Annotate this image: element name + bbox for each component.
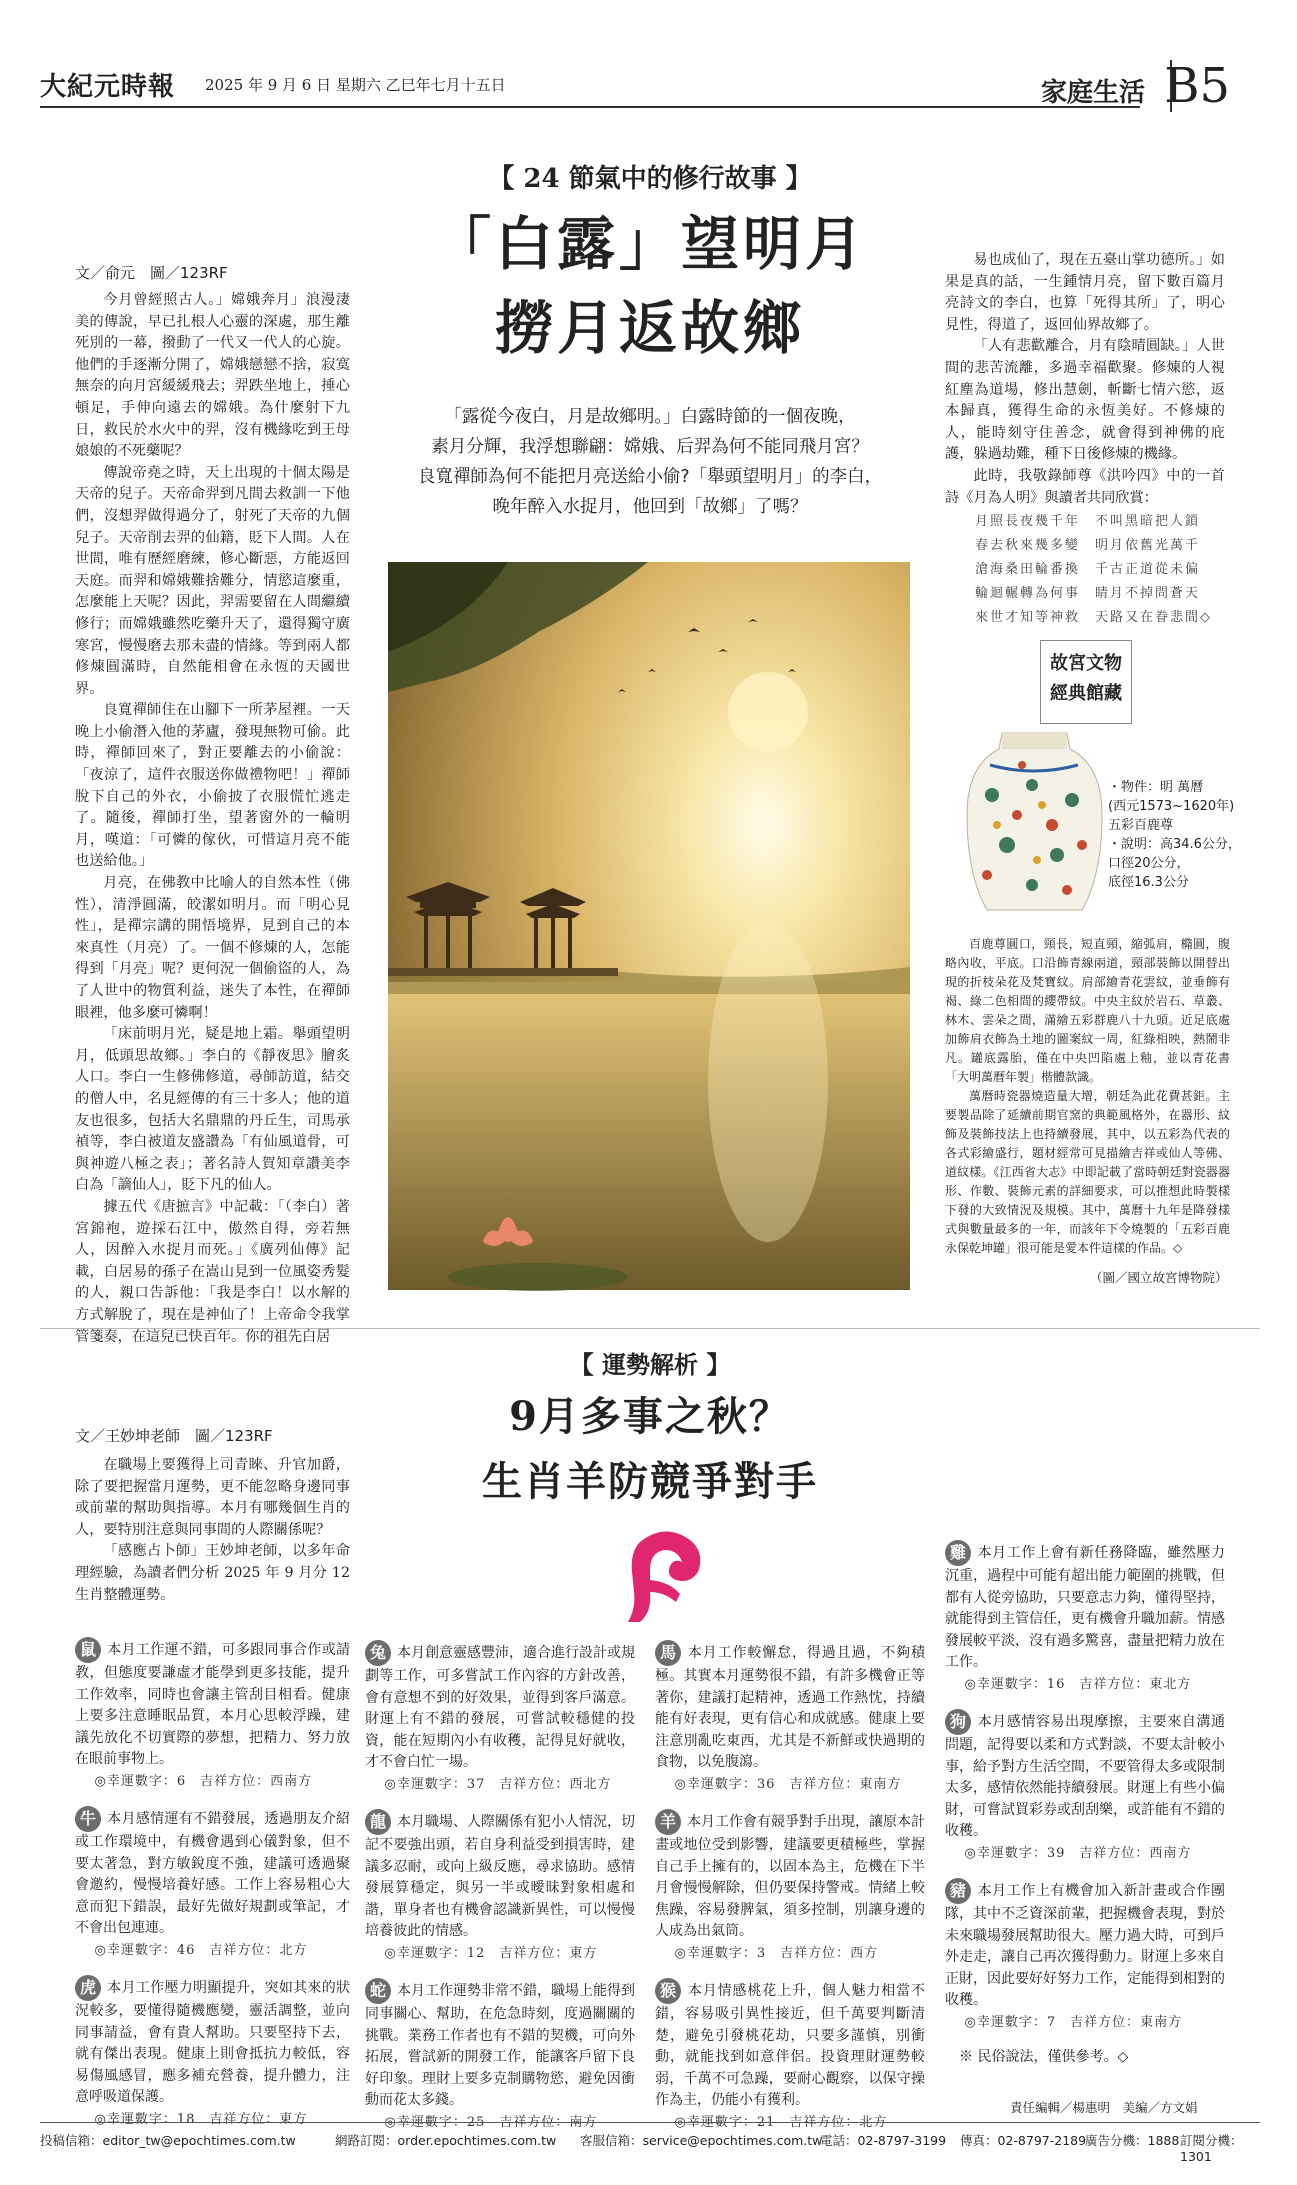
editor-credit: 責任編輯／楊惠明 美編／方文娟 — [1010, 2100, 1198, 2115]
poem — [975, 510, 1235, 630]
zodiac-item-snake — [365, 1978, 635, 2133]
zodiac-item-horse — [655, 1640, 925, 1795]
zodiac-text: 本月情感桃花上升，個人魅力相當不錯，容易吸引異性接近，但千萬要判斷清楚，避免引發桃花劫，只要多謹慎，別衝動，就能找到如意伴侶。投資理財運勢較弱，千萬不可急躁，要耐心觀察，以保守操作為主，仍能小有獲利。 — [655, 1983, 925, 2108]
moon-lake-illustration — [388, 562, 910, 1290]
paragraph: 傳說帝堯之時，天上出現的十個太陽是天帝的兒子。天帝命羿到凡間去救訓一下他們，沒想羿做得過分了，射死了天帝的九個兒子。天帝削去羿的仙籍，貶下人間。人在世間，唯有歷經磨練，修心斷惡，方能返回天庭。而羿和嫦娥難捨難分，情慾這麼重，怎麼能上天呢？因此，羿需要留在人間繼續修行；而嫦娥雖然吃藥升天了，還得獨守廣寒宮，慢慢磨去那未盡的情緣。等到兩人都修煉圓滿時，自然能相會在永恆的天國世界。 — [75, 464, 350, 697]
zodiac-luck: ◎幸運數字：12 吉祥方位：東方 — [384, 1945, 598, 1961]
zodiac-text: 本月工作上會有新任務降臨，雖然壓力沉重，過程中可能有超出能力範圍的挑戰，但都有人從旁協助，只要意志力夠，懂得堅持，就能得到主管信任，更有機會升職加薪。情感發展較平淡，沒有過多驚喜，盡量把精力放在工作。 — [945, 1545, 1225, 1670]
footer-fax: 傳真：02-8797-2189 — [960, 2133, 1087, 2148]
zodiac-text: 本月工作會有競爭對手出現，讓原本計畫或地位受到影響，建議要更積極些，掌握自己手上擁有的，以固本為主，危機在下半月會慢慢解除，但仍要保持警戒。情緒上較焦躁，容易發脾氣，須多控制，別讓身邊的人成為出氣筒。 — [655, 1814, 925, 1939]
article1-column-3 — [945, 250, 1225, 506]
paragraph: 「感應占卜師」王妙坤老師，以多年命理經驗，為讀者們分析 2025 年 9 月分 12 生肖整體運勢。 — [75, 1543, 350, 1603]
paragraph: 據五代《唐摭言》中記載：「（李白）著宮錦袍，遊採石江中，傲然自得，旁若無人，因醉入水捉月而死。」《廣列仙傳》記載，白居易的孫子在嵩山見到一位風姿秀髮的人，親口告訴他：「我是李白！以水解的方式解脫了，現在是神仙了！上帝命令我掌管箋奏，在這兒已快百年。你的祖先白居 — [75, 1198, 350, 1345]
paragraph: 此時，我敬錄師尊《洪吟四》中的一首詩《月為人明》與讀者共同欣賞： — [945, 467, 1225, 506]
zodiac-item-tiger — [75, 1975, 350, 2130]
relic-credit: （圖／國立故宮博物院） — [1090, 1270, 1228, 1285]
deck-line: 「露從今夜白，月是故鄉明。」白露時節的一個夜晚， — [444, 407, 856, 427]
paragraph: 今月曾經照古人。」嫦娥奔月」浪漫淒美的傳說，早已扎根人心靈的深處，那生離死別的一幕，撥動了一代又一代人的心旋。他們的手逐漸分開了，嫦娥戀戀不捨，寂寞無奈的向月宮緩緩飛去；羿跌坐地上，捶心頓足，手伸向遠去的嫦娥。為什麼射下九日，救民於水火中的羿，沒有機緣吃到王母娘娘的不死藥呢？ — [75, 292, 350, 460]
relic-title-2: 經典館藏 — [1050, 683, 1122, 704]
poem-line: 來世才知等神救 天路又在眷悲間◇ — [975, 610, 1212, 625]
zodiac-text: 本月感情容易出現摩擦，主要來自溝通問題，記得要以柔和方式對談，不要太計較小事，給予對方生活空間，不要管得太多或限制太多，感情依然能持續發展。財運上有些小偏財，可嘗試買彩券或刮刮樂，或許能有不錯的收穫。 — [945, 1714, 1225, 1839]
deck-line: 素月分輝，我浮想聯翩：嫦娥、后羿為何不能同飛月宮？ — [431, 437, 869, 457]
footer-order: 網路訂閱：order.epochtimes.com.tw — [335, 2133, 557, 2148]
zodiac-badge-snake: 蛇 — [365, 1978, 391, 2004]
zodiac-badge-rat: 鼠 — [75, 1637, 101, 1663]
paragraph: 百鹿尊圓口，頸長，短直頸，縮弧肩，橢圓，腹略內收，平底。口沿飾青線兩道，頸部裝飾以開替出現的折枝朵花及梵寶紋。肩部繪青花雲紋，並垂飾有褐、綠二色相間的纓帶紋。中央主紋於岩石、草叢、林木、雲朵之間，滿繪五彩群鹿八十九頭。近足底處加飾肩衣飾為土地的圖案紋一周，紅綠相映，熱鬧非凡。罐底露胎，僅在中央凹陷處上釉，並以青花書「大明萬曆年製」楷體款識。 — [945, 937, 1230, 1084]
zodiac-column-2 — [365, 1640, 635, 2130]
zodiac-luck: ◎幸運數字：25 吉祥方位：南方 — [384, 2114, 598, 2130]
zodiac-luck: ◎幸運數字：3 吉祥方位：西方 — [674, 1945, 879, 1961]
deck-line: 晚年醉入水捉月，他回到「故鄉」了嗎？ — [492, 497, 808, 517]
article1-headline-1: 「白露」望明月 — [432, 210, 867, 278]
zodiac-text: 本月工作較懈怠，得過且過，不夠積極。其實本月運勢很不錯，有許多機會正等著你，建議打起精神，透過工作熱忱，持續能有好表現，更有信心和成就感。健康上要注意別亂吃東西，尤其是不新鮮或快過期的食物，以免腹瀉。 — [655, 1645, 925, 1770]
article2-headline-2: 生肖羊防競爭對手 — [482, 1458, 818, 1505]
zodiac-luck: ◎幸運數字：39 吉祥方位：西南方 — [964, 1845, 1192, 1861]
zodiac-luck: ◎幸運數字：37 吉祥方位：西北方 — [384, 1776, 612, 1792]
spec-line: 底徑16.3公分 — [1108, 875, 1189, 890]
footer-sub: 訂閱分機：1301 — [1180, 2133, 1243, 2164]
vase-illustration — [962, 725, 1107, 925]
paragraph: 易也成仙了，現在五臺山掌功德所。」如果是真的話，一生鍾情月亮，留下數百篇月亮詩文的李白，也算「死得其所」了，明心見性，得道了，返回仙界故鄉了。 — [945, 252, 1225, 333]
zodiac-text: 本月工作運勢非常不錯，職場上能得到同事關心、幫助，在危急時刻，度過關關的挑戰。業務工作者也有不錯的契機，可向外拓展，嘗試新的開發工作，能讓客戶留下良好印象。理財上要多克制購物慾，避免因衝動而花太多錢。 — [365, 1983, 635, 2108]
section-title: 家庭生活 — [1040, 78, 1145, 108]
spec-line: (西元1573~1620年) — [1108, 799, 1235, 814]
paragraph: 月亮，在佛教中比喻人的自然本性（佛性），清淨圓滿，皎潔如明月。而「明心見性」，是禪宗講的開悟境界，見到自己的本來真性（月亮）了。一個不修煉的人，怎能得到「月亮」呢？更何況一個偷盜的人，為了人世中的物質利益，迷失了本性，在禪師眼裡，他多麼可憐啊！ — [75, 875, 350, 1021]
zodiac-badge-pig: 豬 — [945, 1878, 971, 1904]
page-number: B5 — [1164, 58, 1230, 114]
footer-phone: 電話：02-8797-3199 — [820, 2133, 947, 2148]
zodiac-item-goat — [655, 1809, 925, 1964]
zodiac-text: 本月創意靈感豐沛，適合進行設計或規劃等工作，可多嘗試工作內容的方針改善，會有意想不到的好效果，並得到客戶滿意。財運上有不錯的發展，可嘗試較穩健的投資，能在短期內小有收穫，記得見好就收，才不會白忙一場。 — [365, 1645, 635, 1770]
zodiac-badge-monkey: 猴 — [655, 1978, 681, 2004]
footer-service: 客服信箱：service@epochtimes.com.tw — [580, 2133, 823, 2148]
section-divider — [40, 1328, 1260, 1329]
zodiac-luck: ◎幸運數字：36 吉祥方位：東南方 — [674, 1776, 902, 1792]
spec-line: ・說明：高34.6公分， — [1108, 837, 1241, 852]
ram-icon — [610, 1522, 722, 1632]
masthead — [40, 58, 1260, 122]
article1-headline-2: 撈月返故鄉 — [494, 294, 805, 362]
issue-date: 2025 年 9 月 6 日 星期六 乙巳年七月十五日 — [205, 76, 506, 94]
zodiac-item-pig — [945, 1878, 1225, 2033]
zodiac-badge-dog: 狗 — [945, 1709, 971, 1735]
article1-column-1 — [75, 290, 350, 1345]
zodiac-badge-horse: 馬 — [655, 1640, 681, 1666]
article2-intro — [75, 1455, 350, 1630]
zodiac-badge-dragon: 龍 — [365, 1809, 391, 1835]
disclaimer: ※ 民俗說法，僅供參考。◇ — [959, 2049, 1129, 2065]
zodiac-luck: ◎幸運數字：18 吉祥方位：東方 — [94, 2111, 308, 2127]
ram-illustration — [610, 1522, 722, 1632]
article2-headline-1: 9月多事之秋？ — [509, 1393, 791, 1440]
poem-line: 輪迴輾轉為何事 睛月不掉問蒼天 — [975, 586, 1201, 601]
footer — [40, 2122, 1260, 2163]
paragraph: 「床前明月光，疑是地上霜。舉頭望明月，低頭思故鄉。」李白的《靜夜思》膾炙人口。李白一生修佛修道，尋師訪道，結交的僧人中，名見經傳的有三十多人；他的道友也很多，包括大名鼎鼎的丹丘生，司馬承禎等，李白被道友盛讚為「有仙風道骨，可與神遊八極之表」；著名詩人賀知章讚美李白為「謫仙人」，貶下凡的仙人。 — [75, 1026, 350, 1194]
zodiac-item-dog — [945, 1709, 1225, 1864]
poem-line: 月照長夜幾千年 不叫黑暗把人鎖 — [975, 514, 1201, 529]
paragraph: 良寬禪師住在山腳下一所茅屋裡。一天晚上小偷潛入他的茅廬，發現無物可偷。此時，禪師回來了，對正要離去的小偷說：「夜涼了，這件衣服送你做禮物吧！」禪師脫下自己的外衣，小偷披了衣服慌忙逃走了。隨後，禪師打坐，望著窗外的一輪明月，嘆道：「可憐的傢伙，可惜這月亮不能也送給他。」 — [75, 702, 350, 870]
zodiac-badge-rabbit: 兔 — [365, 1640, 391, 1666]
relic-specs — [1108, 778, 1258, 892]
zodiac-item-rooster — [945, 1540, 1225, 1695]
zodiac-luck: ◎幸運數字：6 吉祥方位：西南方 — [94, 1773, 313, 1789]
spec-line: 口徑20公分， — [1108, 856, 1190, 871]
zodiac-item-ox — [75, 1806, 350, 1961]
zodiac-text: 本月工作壓力明顯提升，突如其來的狀況較多，要懂得隨機應變，靈活調整，並向同事請益，會有貴人幫助。只要堅持下去，就有傑出表現。健康上則會抵抗力較低，容易傷風感冒，應多補充營養，提升體力，注意呼吸道保護。 — [75, 1980, 350, 2105]
relic-title-1: 故宮文物 — [1050, 653, 1122, 674]
zodiac-badge-tiger: 虎 — [75, 1975, 101, 2001]
zodiac-text: 本月職場、人際關係有犯小人情況，切記不要強出頭，若自身利益受到損害時，建議多忍耐，或向上級反應，尋求協助。感情發展算穩定，與另一半或曖昧對象相處和諧，單身者也有機會認識新異性，可以慢慢培養彼此的情感。 — [365, 1814, 635, 1939]
poem-line: 春去秋來幾多變 明月依舊光萬千 — [975, 538, 1201, 553]
zodiac-luck: ◎幸運數字：46 吉祥方位：北方 — [94, 1942, 308, 1958]
relic-title-box — [1040, 640, 1132, 724]
zodiac-badge-ox: 牛 — [75, 1806, 101, 1832]
footer-submit: 投稿信箱：editor_tw@epochtimes.com.tw — [40, 2133, 296, 2148]
zodiac-item-monkey — [655, 1978, 925, 2133]
article1-deck — [390, 402, 910, 522]
deck-line: 良寬禪師為何不能把月亮送給小偷?「舉頭望明月」的李白， — [417, 467, 883, 487]
zodiac-text: 本月感情運有不錯發展，透過朋友介紹或工作環境中，有機會遇到心儀對象，但不要太著急，對方敏銳度不強，建議可透過聚會邀約，慢慢培養好感。工作上容易粗心大意而犯下錯誤，最好先做好規劃或筆記，才不會出包連連。 — [75, 1811, 350, 1936]
zodiac-column-1 — [75, 1637, 350, 2127]
zodiac-item-rabbit — [365, 1640, 635, 1795]
zodiac-item-rat — [75, 1637, 350, 1792]
paragraph: 「人有悲歡離合，月有陰晴圓缺。」人世間的悲苦流離，多過幸福歡聚。修煉的人視紅塵為道場，修出慧劍，斬斷七情六慾，返本歸真，獲得生命的永恆美好。不修煉的人，能時刻守住善念，就會得到神佛的庇護，躲過劫難，種下日後修煉的機緣。 — [945, 338, 1225, 463]
zodiac-luck: ◎幸運數字：21 吉祥方位：北方 — [674, 2114, 888, 2130]
relic-description — [945, 935, 1230, 1255]
zodiac-badge-goat: 羊 — [655, 1809, 681, 1835]
paragraph: 在職場上要獲得上司青睞、升官加爵，除了要把握當月運勢，更不能忽略身邊同事或前輩的幫助與指導。本月有哪幾個生肖的人，要特別注意與同事間的人際關係呢？ — [75, 1457, 350, 1538]
moon-lake-photo — [388, 562, 910, 1290]
zodiac-text: 本月工作上有機會加入新計畫或合作團隊，其中不乏資深前輩，把握機會表現，對於未來職場發展幫助很大。壓力過大時，可到戶外走走，讓自己再次獲得動力。財運上多來自正財，因此要好好努力工作，定能得到相對的收穫。 — [945, 1883, 1225, 2008]
masthead-rule — [40, 106, 1140, 108]
article1-byline: 文／俞元 圖／123RF — [75, 264, 228, 282]
vase-photo — [962, 725, 1107, 925]
article2-kicker: 【 運勢解析 】 — [569, 1350, 731, 1379]
newspaper-logo: 大紀元時報 — [40, 72, 176, 102]
zodiac-luck: ◎幸運數字：7 吉祥方位：東南方 — [964, 2014, 1183, 2030]
zodiac-badge-rooster: 雞 — [945, 1540, 971, 1566]
zodiac-column-3 — [655, 1640, 925, 2130]
poem-line: 滄海桑田輪番換 千古正道從未偏 — [975, 562, 1201, 577]
article2-byline: 文／王妙坤老師 圖／123RF — [75, 1427, 273, 1445]
zodiac-luck: ◎幸運數字：16 吉祥方位：東北方 — [964, 1676, 1192, 1692]
footer-ad: 廣告分機：1888 — [1085, 2133, 1180, 2148]
article1-kicker: 【 24 節氣中的修行故事 】 — [488, 164, 812, 194]
spec-line: 五彩百鹿尊 — [1108, 818, 1174, 833]
zodiac-item-dragon — [365, 1809, 635, 1964]
spec-line: ・物件：明 萬曆 — [1108, 780, 1204, 795]
paragraph: 萬曆時瓷器燒造量大增，朝廷為此花費甚鉅。主要製品除了延續前期官窯的典範風格外，在器形、紋飾及裝飾技法上也持續發展，其中，以五彩為代表的各式彩繪盛行，題材經常可見描繪吉祥或仙人等佛、道紋樣。《江西省大志》中即記載了當時朝廷對瓷器器形、作數、裝飾元素的詳細要求，可以推想此時製樣下發的大致情況及規模。其中，萬曆十九年是降發樣式與數量最多的一年，而該年下令燒製的「五彩百鹿永保乾坤罐」很可能是愛本件這樣的作品。◇ — [945, 1089, 1230, 1255]
zodiac-column-4 — [945, 1540, 1225, 2112]
zodiac-text: 本月工作運不錯，可多跟同事合作或請教，但態度要謙虛才能學到更多技能，提升工作效率，同時也會讓主管刮目相看。健康上要多注意睡眠品質，本月心思較浮躁，建議先放化不切實際的夢想，把精力、努力放在眼前事物上。 — [75, 1642, 350, 1767]
